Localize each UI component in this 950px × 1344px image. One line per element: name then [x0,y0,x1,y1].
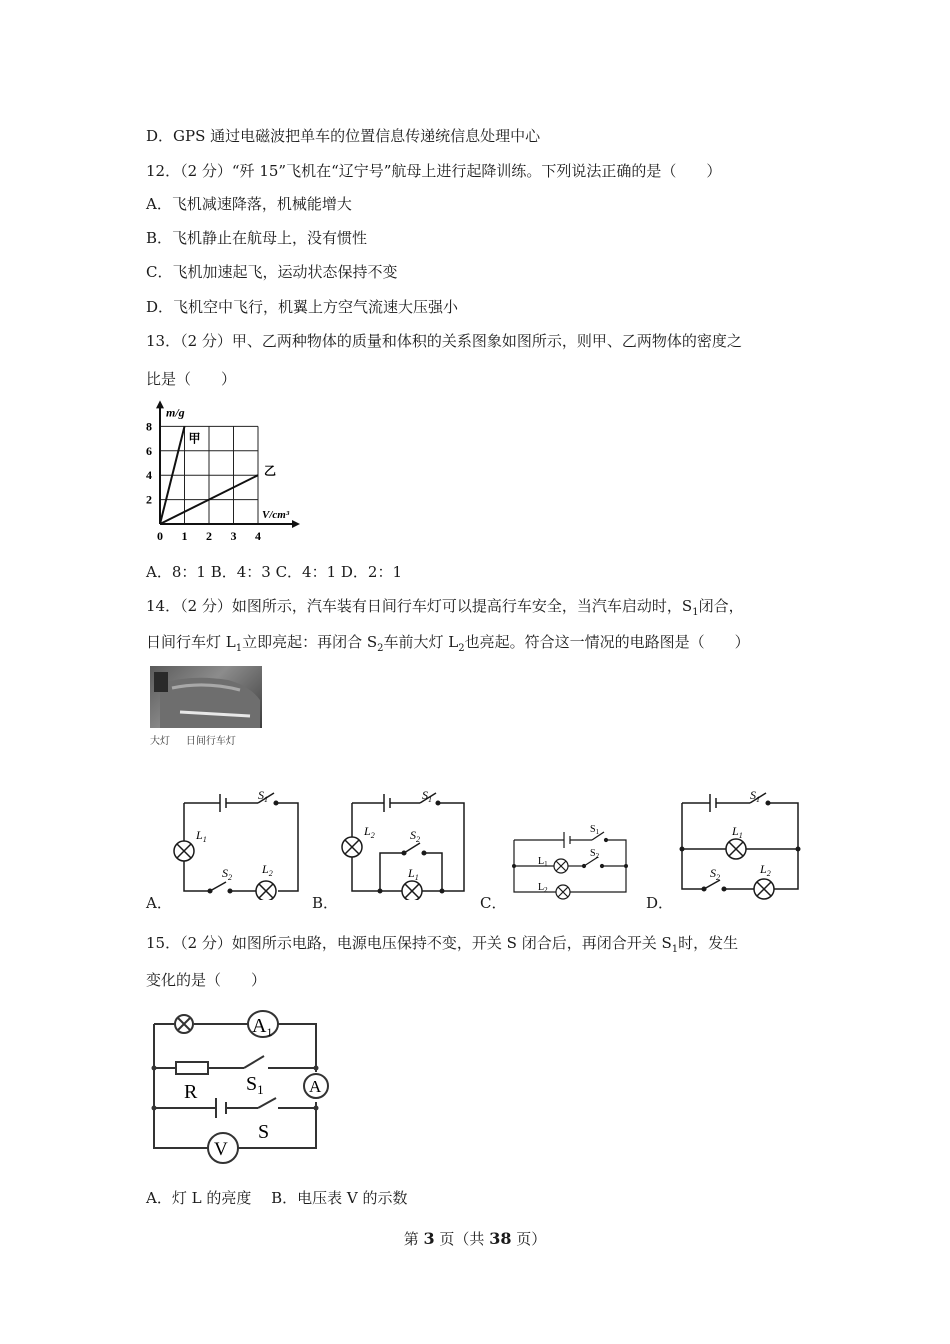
q13-options: A．8：1 B．4：3 C．4：1 D．2：1 [146,563,403,581]
q11-option-d: D．GPS 通过电磁波把单车的位置信息传递统信息处理中心 [146,127,541,145]
circuit-b [336,785,476,900]
circuit-d-s2-label: $S_2$ [710,866,720,882]
q15-stem-line2: 变化的是（ ） [146,971,267,989]
q15-stem-line1: 15．（2 分）如图所示电路，电源电压保持不变，开关 S 闭合后，再闭合开关 $S_1$时，发生 [146,934,739,955]
circuit-b-s2-label: $S_2$ [410,828,420,844]
series-label-yi: 乙 [264,464,277,479]
circuit-c-l2-label: $L_2$ [538,882,548,894]
y-tick-label: 6 [146,443,152,458]
circuit-c [506,810,636,905]
circuit-d [670,785,810,900]
switch-s-label: S [258,1121,270,1143]
circuit-c-l1-label: $L_1$ [538,856,548,868]
x-tick-label: 4 [255,529,261,543]
q12-option-b: B．飞机静止在航母上，没有惯性 [146,229,368,247]
y-tick-label: 8 [146,419,152,434]
circuit-a-l1-label: $L_1$ [196,828,207,844]
circuit-d-l1-label: $L_1$ [732,824,743,840]
q13-stem-line1: 13．（2 分）甲、乙两种物体的质量和体积的关系图象如图所示，则甲、乙两物体的密度之 [146,332,742,350]
ammeter-a1-symbol: $A_1$ [252,1015,273,1039]
x-axis-label: V/cm³ [262,509,290,521]
circuit-a-s2-label: $S_2$ [222,866,232,882]
circuit-d-l2-label: $L_2$ [760,862,771,878]
circuit-a-l2-label: $L_2$ [262,862,273,878]
circuit-c-label: C． [480,894,507,912]
q14-stem-line1: 14．（2 分）如图所示，汽车装有日间行车灯可以提高行车安全，当汽车启动时，$S_1$闭合， [146,597,744,618]
circuit-d-s1-label: $S_1$ [750,788,760,804]
circuit-b-s1-label: $S_1$ [422,788,432,804]
x-axis-arrow [292,520,300,528]
mass-volume-chart [140,396,310,546]
circuit-a [168,785,308,900]
q13-stem-line2: 比是（ ） [146,370,237,388]
voltmeter-v-symbol: V [214,1139,228,1160]
circuit-b-l2-label: $L_2$ [364,824,375,840]
y-tick-label: 4 [146,468,152,483]
x-tick-label: 2 [206,529,212,543]
q15-options: A．灯 L 的亮度 B．电压表 V 的示数 [146,1189,408,1207]
q12-stem: 12．（2 分）“歼 15”飞机在“辽宁号”航母上进行起降训练。下列说法正确的是（ ） [146,162,722,180]
y-axis-arrow [156,400,164,408]
q14-stem-line2: 日间行车灯 $L_1$立即亮起：再闭合 $S_2$车前大灯 $L_2$也亮起。符合这一情况的电路图是（ ） [146,633,750,654]
circuit-d-label: D． [646,894,674,912]
resistor-r-label: R [184,1081,198,1103]
q12-option-a: A．飞机减速降落，机械能增大 [146,195,352,213]
x-tick-label: 1 [181,529,188,543]
ammeter-a-symbol: A [309,1077,322,1096]
car-photo-caption: 大灯 日间行车灯 [150,736,236,747]
q15-circuit [146,1002,336,1164]
x-tick-label: 0 [157,529,163,543]
circuit-c-s1-label: $S_1$ [590,824,600,836]
circuit-c-s2-label: $S_2$ [590,848,600,860]
switch-s1-label: $S_1$ [246,1073,264,1097]
page-footer: 第 3 页（共 38 页） [403,1229,547,1248]
circuit-a-s1-label: $S_1$ [258,788,268,804]
y-tick-label: 2 [146,492,152,507]
circuit-b-label: B． [312,894,339,912]
x-tick-label: 3 [230,529,237,543]
car-photo [150,666,262,728]
y-axis-label: m/g [166,405,185,420]
q12-option-c: C．飞机加速起飞，运动状态保持不变 [146,263,398,281]
series-label-jia: 甲 [188,431,201,446]
circuit-a-label: A． [146,894,172,912]
circuit-b-l1-label: $L_1$ [408,866,419,882]
q12-option-d: D．飞机空中飞行，机翼上方空气流速大压强小 [146,298,459,316]
